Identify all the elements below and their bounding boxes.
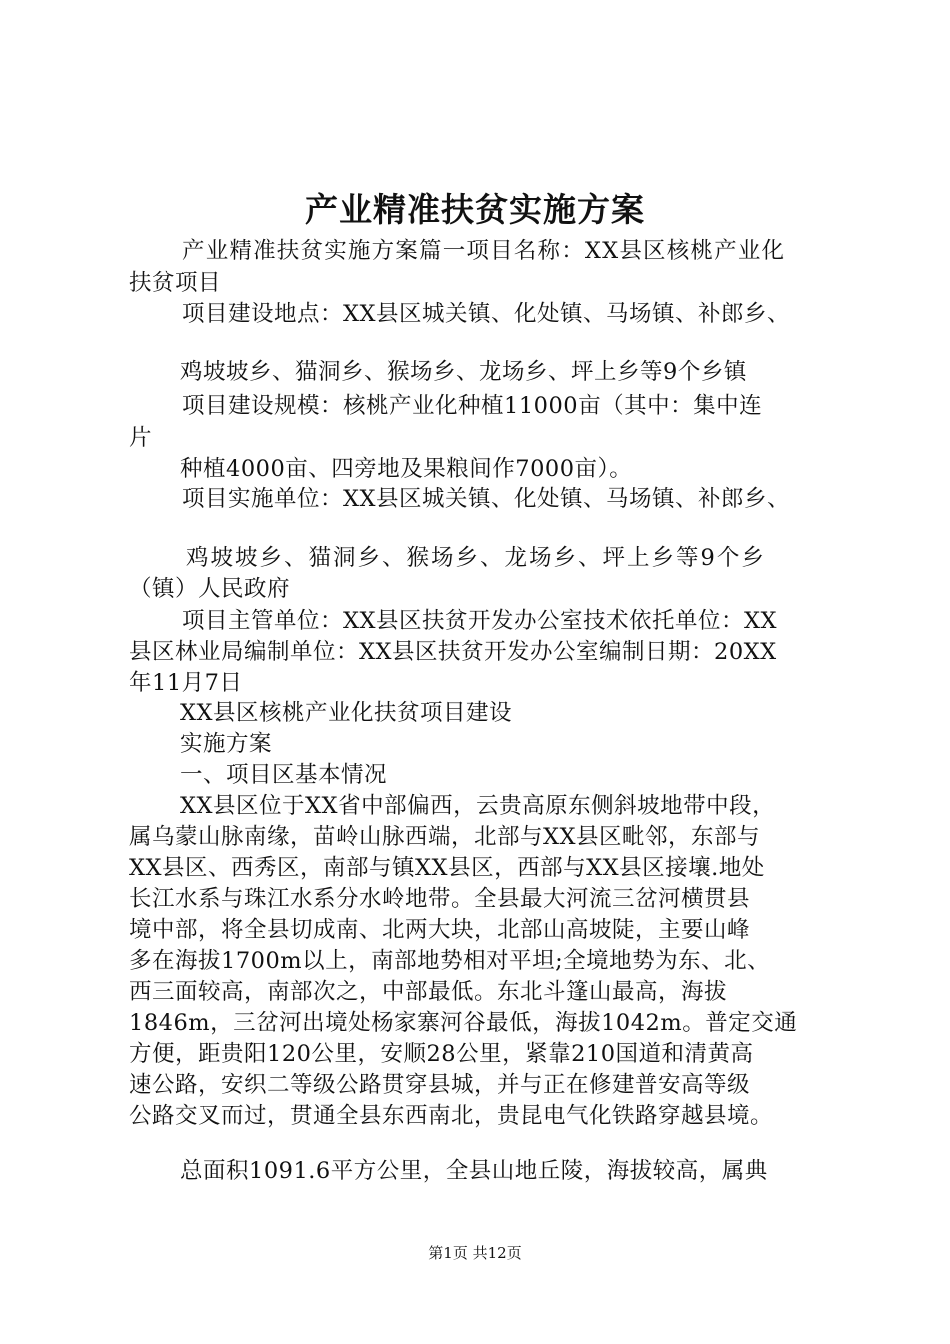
- text-line: 产业精准扶贫实施方案篇一项目名称：XX县区核桃产业化: [182, 238, 786, 264]
- text-line: 西三面较高，南部次之，中部最低。东北斗篷山最高，海拔: [129, 979, 728, 1005]
- text-line: 项目主管单位：XX县区扶贫开发办公室技术依托单位：XX: [182, 608, 778, 634]
- text-line: XX县区、西秀区，南部与镇XX县区，西部与XX县区接壤.地处: [129, 855, 765, 881]
- text-line: 项目建设地点：XX县区城关镇、化处镇、马场镇、补郎乡、: [182, 301, 791, 327]
- text-line: 速公路，安织二等级公路贯穿县城，并与正在修建普安高等级: [129, 1072, 751, 1098]
- text-line: 年11月7日: [129, 670, 243, 696]
- text-line: XX县区核桃产业化扶贫项目建设: [180, 700, 513, 726]
- text-line: 片: [129, 425, 153, 451]
- text-line: 县区林业局编制单位：XX县区扶贫开发办公室编制日期：20XX: [129, 639, 777, 665]
- text-line: 实施方案: [180, 731, 273, 757]
- text-line: 一、项目区基本情况: [180, 762, 388, 788]
- text-line: 长江水系与珠江水系分水岭地带。全县最大河流三岔河横贯县: [129, 886, 751, 912]
- text-line: 鸡坡坡乡、猫洞乡、猴场乡、龙场乡、坪上乡等9个乡镇: [180, 359, 747, 385]
- text-line: 扶贫项目: [129, 270, 222, 296]
- text-line: 方便，距贵阳120公里，安顺28公里，紧靠210国道和清黄高: [129, 1041, 754, 1067]
- text-line: 1846m，三岔河出境处杨家寨河谷最低，海拔1042m。普定交通: [129, 1010, 798, 1036]
- text-line: 项目建设规模：核桃产业化种植11000亩（其中：集中连: [182, 393, 763, 419]
- text-line: 鸡坡坡乡、猫洞乡、猴场乡、龙场乡、坪上乡等9个乡: [186, 545, 766, 571]
- text-line: 境中部，将全县切成南、北两大块，北部山高坡陡，主要山峰: [129, 917, 751, 943]
- text-line: 公路交叉而过，贯通全县东西南北，贵昆电气化铁路穿越县境。: [129, 1103, 774, 1129]
- text-line: 种植4000亩、四旁地及果粮间作7000亩）。: [180, 456, 633, 482]
- document-title: 产业精准扶贫实施方案: [305, 190, 645, 229]
- text-line: 总面积1091.6平方公里，全县山地丘陵，海拔较高，属典: [180, 1158, 768, 1184]
- text-line: 多在海拔1700m以上，南部地势相对平坦;全境地势为东、北、: [129, 948, 771, 974]
- text-line: XX县区位于XX省中部偏西，云贵高原东侧斜坡地带中段，: [180, 793, 776, 819]
- page-footer: 第1页 共12页: [428, 1244, 522, 1262]
- text-line: 属乌蒙山脉南缘，苗岭山脉西端，北部与XX县区毗邻，东部与: [129, 824, 761, 850]
- text-line: （镇）人民政府: [129, 576, 291, 602]
- text-line: 项目实施单位：XX县区城关镇、化处镇、马场镇、补郎乡、: [182, 486, 791, 512]
